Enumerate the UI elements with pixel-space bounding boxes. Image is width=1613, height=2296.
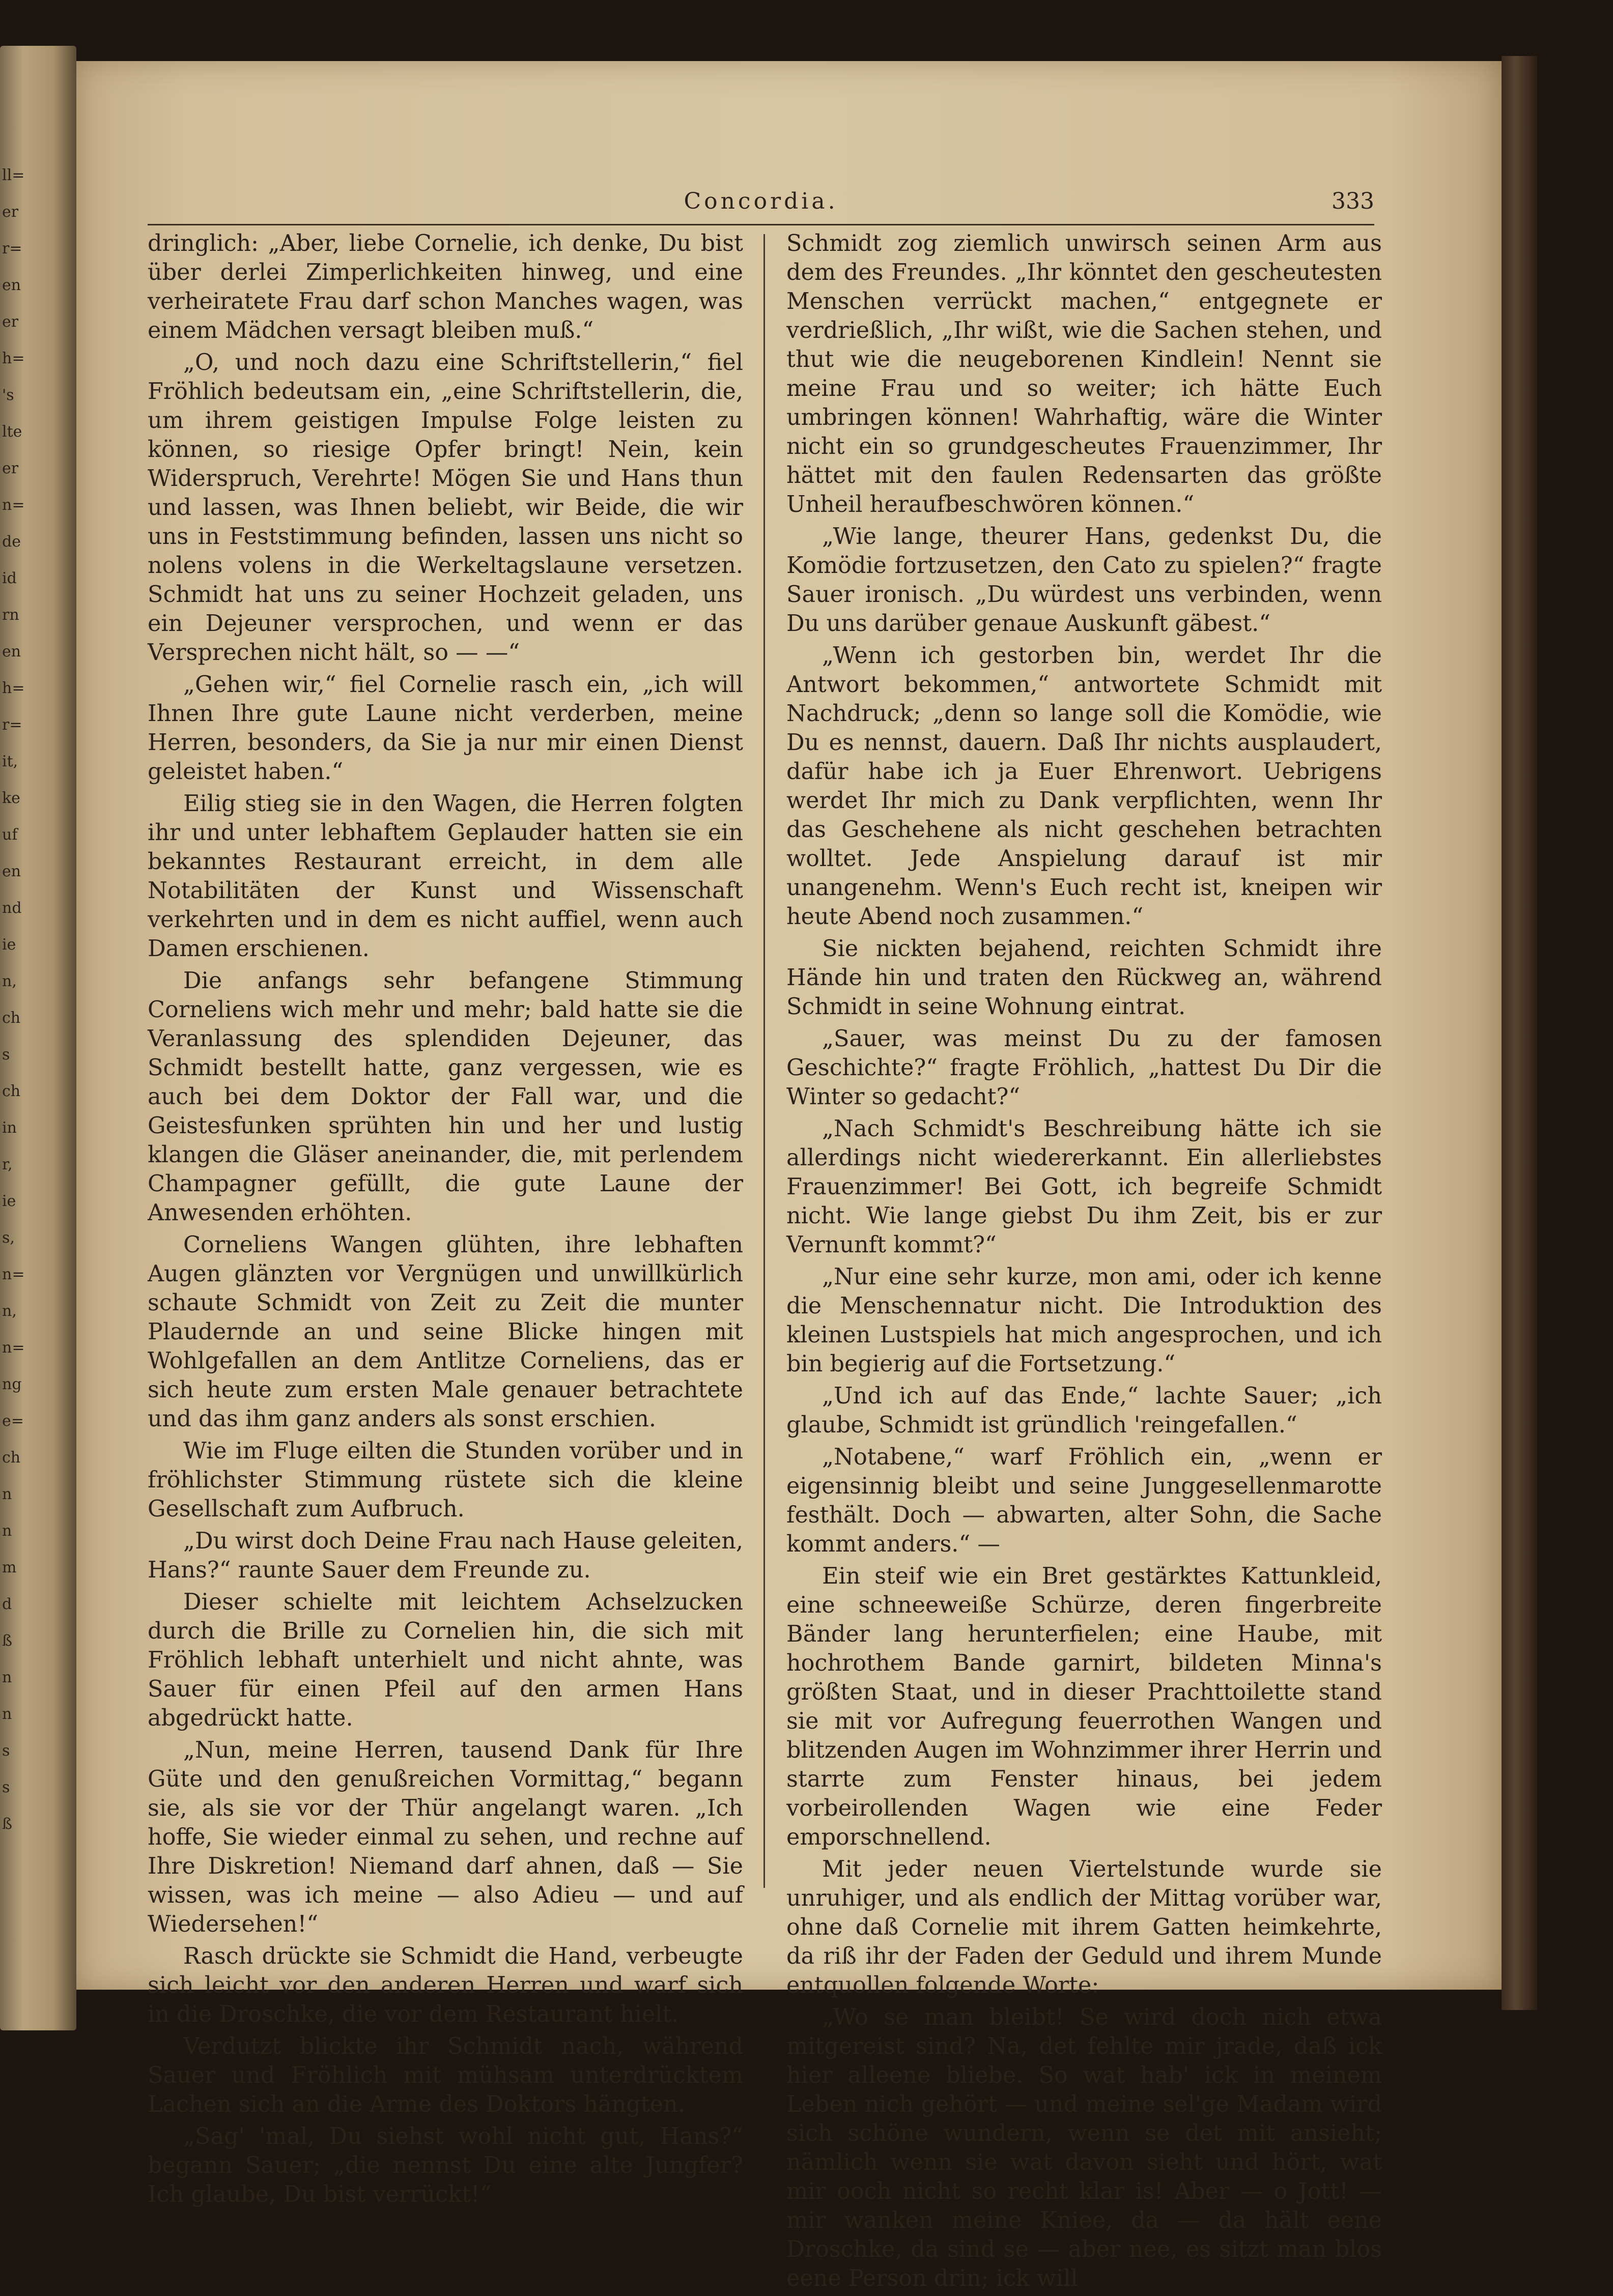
adjacent-page-fragment: nd [2, 899, 22, 917]
paragraph: „Du wirst doch Deine Frau nach Hause geleiten, Hans?“ raunte Sauer dem Freunde zu. [148, 1528, 743, 1583]
paragraph: Die anfangs sehr befangene Stimmung Corneliens wich mehr und mehr; bald hatte sie die Veranlassung des splendiden Dejeuner, das Schmidt bestellt hatte, ganz vergessen, wie es auch bei dem Doktor der Fall war, und die Geistesfunken sprühten hin und her und lustig klangen die Gläser aneinander, die, mit perlendem Champagner gefüllt, die gute Laune der Anwesenden erhöhten. [148, 968, 743, 1226]
paragraph: „Nach Schmidt's Beschreibung hätte ich sie allerdings nicht wiedererkannt. Ein allerliebstes Frauenzimmer! Bei Gott, ich begreife Schmidt nicht. Wie lange giebst Du ihm Zeit, bis er zur Vernunft kommt?“ [786, 1116, 1382, 1258]
paragraph: „Gehen wir,“ fiel Cornelie rasch ein, „ich will Ihnen Ihre gute Laune nicht verderben, meine Herren, besonders, da Sie ja nur mir einen Dienst geleistet haben.“ [148, 672, 743, 785]
adjacent-page-fragment: n= [2, 1266, 25, 1283]
adjacent-page-fragment: s [2, 1778, 10, 1796]
adjacent-page-fragment: er [2, 313, 19, 331]
adjacent-page-fragment: e= [2, 1412, 24, 1430]
paragraph: Wie im Fluge eilten die Stunden vorüber und in fröhlichster Stimmung rüstete sich die kleine Gesellschaft zum Aufbruch. [148, 1438, 743, 1522]
adjacent-page-fragment: 's [2, 386, 14, 404]
adjacent-page-fragment: de [2, 533, 21, 551]
adjacent-page-fragment: n, [2, 972, 17, 990]
adjacent-page-fragment: id [2, 569, 17, 587]
adjacent-page-fragment: uf [2, 826, 18, 844]
paragraph: „Nur eine sehr kurze, mon ami, oder ich kenne die Menschennatur nicht. Die Introduktion des kleinen Lustspiels hat mich angesprochen, und ich bin begierig auf die Fortsetzung.“ [786, 1264, 1382, 1377]
paragraph: Sie nickten bejahend, reichten Schmidt ihre Hände hin und traten den Rückweg an, während Schmidt in seine Wohnung eintrat. [786, 936, 1382, 1020]
adjacent-page-fragment: s, [2, 1229, 15, 1247]
adjacent-page-fragment: n [2, 1705, 12, 1723]
adjacent-page-fragment: er [2, 203, 19, 221]
column-rule [763, 234, 765, 1888]
paragraph: „O, und noch dazu eine Schriftstellerin,“ fiel Fröhlich bedeutsam ein, „eine Schriftstellerin, die, um ihrem geistigen Impulse Folge leisten zu können, so riesige Opfer bringt! Nein, kein Widerspruch, Verehrte! Mögen Sie und Hans thun und lassen, was Ihnen beliebt, wir Beide, die wir uns in Feststimmung befinden, lassen uns nicht so nolens volens in die Werkeltagslaune versetzen. Schmidt hat uns zu seiner Hochzeit geladen, uns ein Dejeuner versprochen, und wenn er das Versprechen nicht hält, so — —“ [148, 350, 743, 666]
adjacent-page-fragment: n [2, 1669, 12, 1686]
adjacent-page-fragment: lte [2, 423, 22, 441]
paragraph: „Sag' 'mal, Du siehst wohl nicht gut, Hans?“ begann Sauer; „die nennst Du eine alte Jungfer? Ich glaube, Du bist verrückt!“ [148, 2123, 743, 2207]
adjacent-page-fragment: ch [2, 1449, 21, 1467]
adjacent-page-fragment: r= [2, 716, 22, 734]
paragraph: Verdutzt blickte ihr Schmidt nach, während Sauer und Fröhlich mit mühsam unterdrücktem Lachen sich an die Arme des Doktors hängten. [148, 2033, 743, 2117]
paragraph: „Wo se man bleibt! Se wird doch nich etwa mitgereist sind? Na, det fehlte mir jrade, daß ick hier alleene bliebe. So wat hab' ick in meinem Leben nich gehört — und meine sel'ge Madam wird sich schöne wundern, wenn se det mit ansieht; nämlich wenn sie wat davon sieht und hört, wat mir ooch nicht so recht klar is! Aber — o Jott! — mir wanken meine Kniee, da — da hält eene Droschke, da sind se — aber nee, es sitzt man blos eene Person drin; ick will [786, 2004, 1382, 2291]
paragraph: „Nun, meine Herren, tausend Dank für Ihre Güte und den genußreichen Vormittag,“ begann sie, als sie vor der Thür angelangt waren. „Ich hoffe, Sie wieder einmal zu sehen, und rechne auf Ihre Diskretion! Niemand darf ahnen, daß — Sie wissen, was ich meine — also Adieu — und auf Wiedersehen!“ [148, 1737, 743, 1937]
paragraph: Mit jeder neuen Viertelstunde wurde sie unruhiger, und als endlich der Mittag vorüber war, ohne daß Cornelie mit ihrem Gatten heimkehrte, da riß ihr der Faden der Geduld und ihrem Munde entquollen folgende Worte: [786, 1856, 1382, 1998]
paragraph: „Wenn ich gestorben bin, werdet Ihr die Antwort bekommen,“ antwortete Schmidt mit Nachdruck; „denn so lange soll die Komödie, wie Du es nennst, dauern. Daß Ihr nichts ausplaudert, dafür habe ich ja Euer Ehrenwort. Uebrigens werdet Ihr mich zu Dank verpflichten, wenn Ihr das Geschehene als nicht geschehen betrachten wolltet. Jede Anspielung darauf ist mir unangenehm. Wenn's Euch recht ist, kneipen wir heute Abend noch zusammen.“ [786, 643, 1382, 930]
adjacent-page-fragment: in [2, 1119, 17, 1137]
adjacent-page-fragment: n [2, 1485, 12, 1503]
adjacent-page-fragment: ll= [2, 166, 25, 184]
adjacent-page-fragment: ß [2, 1632, 13, 1650]
paragraph: „Wie lange, theurer Hans, gedenkst Du, die Komödie fortzusetzen, den Cato zu spielen?“ fragte Sauer ironisch. „Du würdest uns verbinden, wenn Du uns darüber genaue Auskunft gäbest.“ [786, 524, 1382, 637]
adjacent-page-fragment: ie [2, 1192, 16, 1210]
header-rule [148, 224, 1374, 225]
adjacent-page-fragment: it, [2, 753, 18, 770]
paragraph: „Notabene,“ warf Fröhlich ein, „wenn er eigensinnig bleibt und seine Junggesellenmarotte festhält. Doch — abwarten, alter Sohn, die Sache kommt anders.“ — [786, 1444, 1382, 1557]
adjacent-page-fragment: en [2, 863, 21, 880]
running-title: Concordia. [684, 188, 838, 214]
page-header [148, 188, 1374, 219]
adjacent-page-fragment: en [2, 276, 21, 294]
adjacent-page-fragment: ke [2, 789, 20, 807]
page-number: 333 [1332, 188, 1374, 214]
paragraph: „Sauer, was meinst Du zu der famosen Geschichte?“ fragte Fröhlich, „hattest Du Dir die Winter so gedacht?“ [786, 1026, 1382, 1110]
paragraph: Corneliens Wangen glühten, ihre lebhaften Augen glänzten vor Vergnügen und unwillkürlich schaute Schmidt von Zeit zu Zeit die munter Plaudernde an und seine Blicke hingen mit Wohlgefallen an dem Antlitze Corneliens, das er sich heute zum ersten Male genauer betrachtete und das ihm ganz anders als sonst erschien. [148, 1232, 743, 1432]
adjacent-page-fragment: ch [2, 1082, 21, 1100]
paragraph: Dieser schielte mit leichtem Achselzucken durch die Brille zu Cornelien hin, die sich mit Fröhlich lebhaft unterhielt und nicht ahnte, was Sauer für einen Pfeil auf den armen Hans abgedrückt hatte. [148, 1589, 743, 1731]
adjacent-page-fragment: n= [2, 1339, 25, 1357]
adjacent-page-fragment: ng [2, 1375, 22, 1393]
paragraph: „Und ich auf das Ende,“ lachte Sauer; „ich glaube, Schmidt ist gründlich 'reingefallen.“ [786, 1383, 1382, 1438]
adjacent-page-fragment: er [2, 460, 19, 477]
paragraph: Eilig stieg sie in den Wagen, die Herren folgten ihr und unter lebhaftem Geplauder hatten sie ein bekanntes Restaurant erreicht, in dem alle Notabilitäten der Kunst und Wissenschaft verkehrten und in dem es nicht auffiel, wenn auch Damen erschienen. [148, 791, 743, 962]
adjacent-page-fragment: ß [2, 1815, 13, 1833]
adjacent-page-fragment: s [2, 1046, 10, 1064]
adjacent-page-fragment: n= [2, 496, 25, 514]
adjacent-page-fragment: s [2, 1742, 10, 1760]
paragraph: Rasch drückte sie Schmidt die Hand, verbeugte sich leicht vor den anderen Herren und warf sich in die Droschke, die vor dem Restaurant hielt. [148, 1943, 743, 2027]
paragraph: Schmidt zog ziemlich unwirsch seinen Arm aus dem des Freundes. „Ihr könntet den gescheutesten Menschen verrückt machen,“ entgegnete er verdrießlich, „Ihr wißt, wie die Sachen stehen, und thut wie die neugeborenen Kindlein! Nennt sie meine Frau und so weiter; ich hätte Euch umbringen können! Wahrhaftig, wäre die Winter nicht ein so grundgescheutes Frauenzimmer, Ihr hättet mit den faulen Redensarten das größte Unheil heraufbeschwören können.“ [786, 231, 1382, 518]
adjacent-page-fragment: ch [2, 1009, 21, 1027]
adjacent-page-fragment: m [2, 1559, 17, 1576]
paragraph: dringlich: „Aber, liebe Cornelie, ich denke, Du bist über derlei Zimperlichkeiten hinweg, und eine verheiratete Frau darf schon Manches wagen, was einem Mädchen versagt bleiben muß.“ [148, 231, 743, 343]
paragraph: Ein steif wie ein Bret gestärktes Kattunkleid, eine schneeweiße Schürze, deren fingerbreite Bänder lang herunterfielen; eine Haube, mit hochrothem Bande garnirt, bildeten Minna's größten Staat, und in dieser Prachttoilette stand sie mit vor Aufregung feuerrothen Wangen und blitzenden Augen im Wohnzimmer ihrer Herrin und starrte zum Fenster hinaus, bei jedem vorbeirollenden Wagen wie eine Feder emporschnellend. [786, 1563, 1382, 1850]
right-column [786, 229, 1382, 2296]
adjacent-page-fragment: rn [2, 606, 19, 624]
adjacent-page-edge [0, 46, 76, 2030]
left-column [148, 229, 743, 2212]
adjacent-page-fragment: r, [2, 1156, 13, 1173]
adjacent-page-fragment: h= [2, 679, 25, 697]
adjacent-page-fragment: ie [2, 936, 16, 954]
adjacent-page-fragment: r= [2, 240, 22, 257]
adjacent-page-fragment: n, [2, 1302, 17, 1320]
adjacent-page-fragment: n [2, 1522, 12, 1540]
adjacent-page-fragment: h= [2, 350, 25, 367]
book-cover-edge [1502, 56, 1537, 2010]
adjacent-page-fragment: d [2, 1595, 12, 1613]
adjacent-page-fragment: en [2, 643, 21, 661]
